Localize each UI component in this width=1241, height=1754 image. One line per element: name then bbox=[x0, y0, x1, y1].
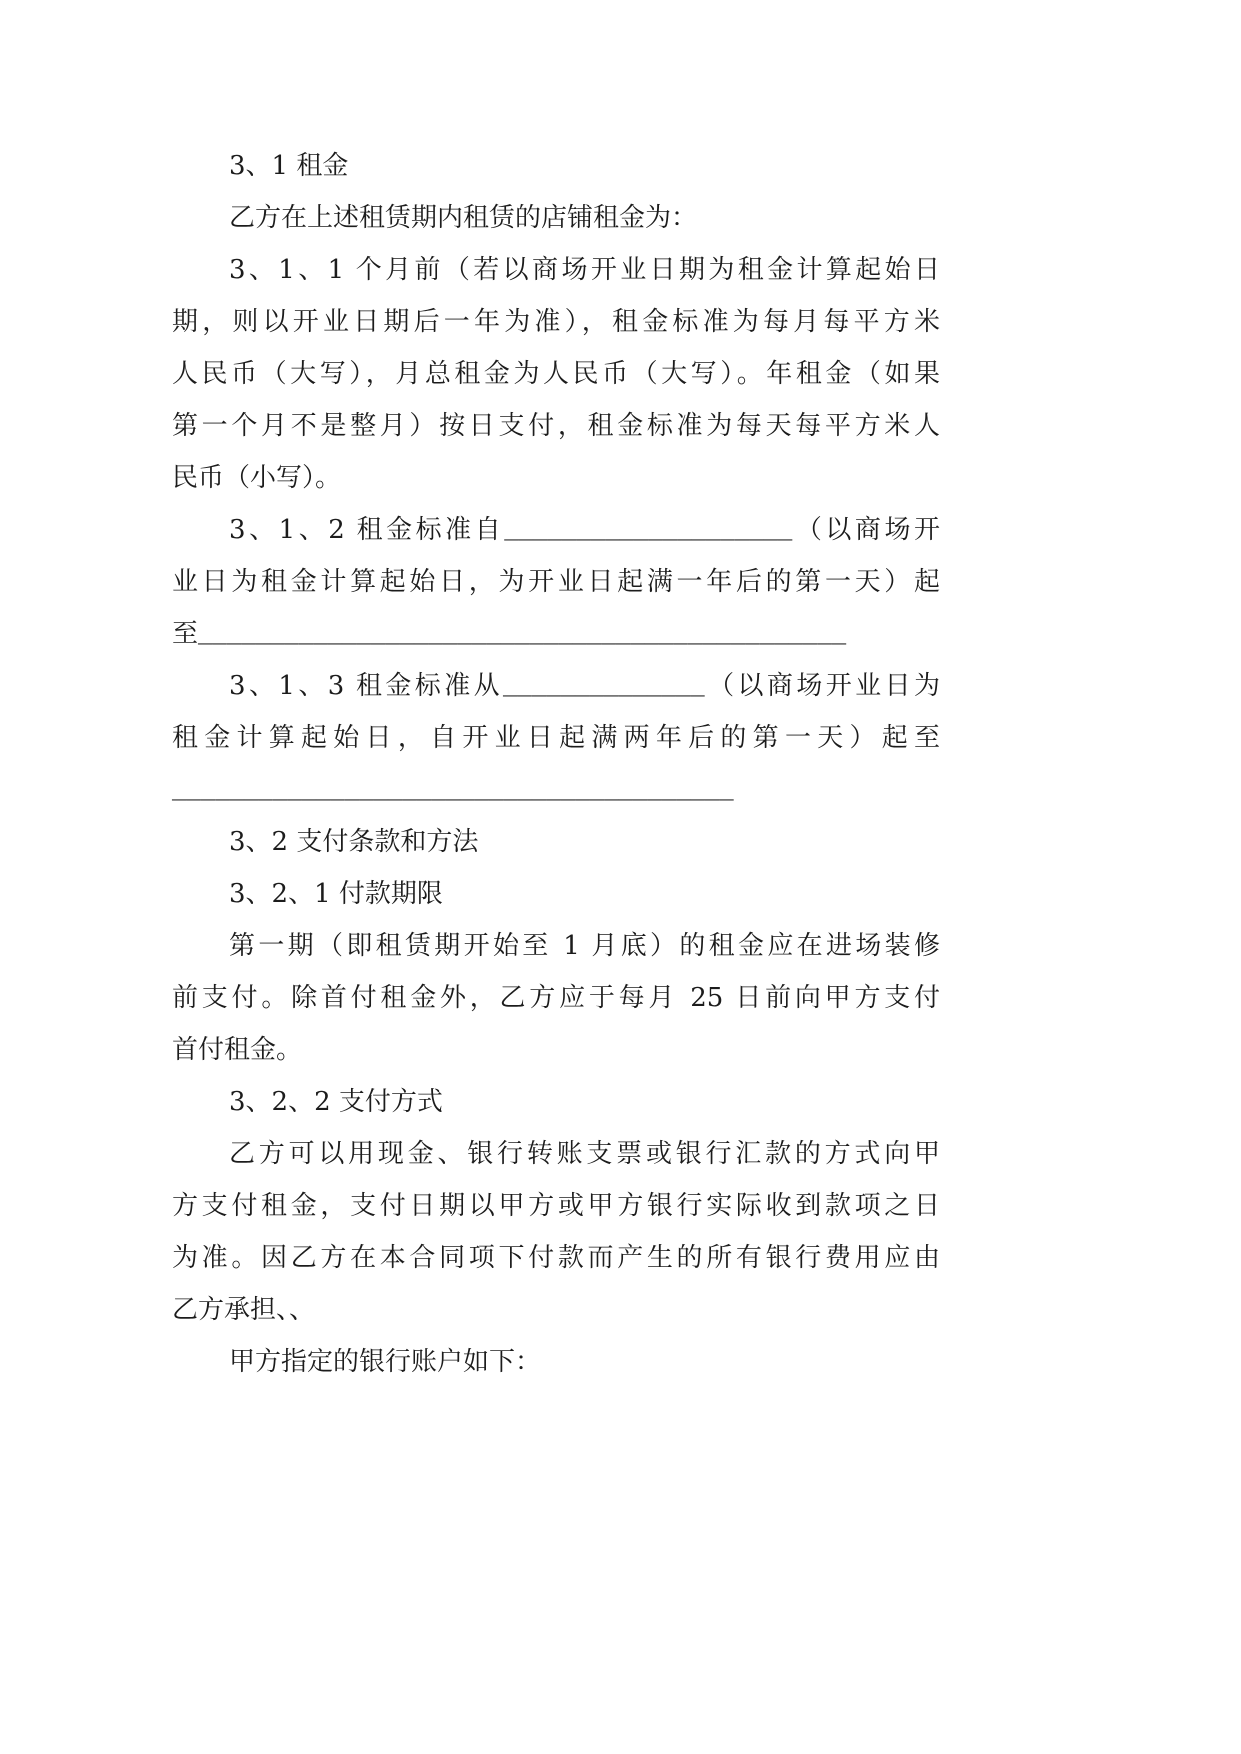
clause-3-2-2-heading bbox=[172, 1076, 940, 1128]
text-line: 首付租金。 bbox=[172, 1035, 303, 1065]
section-3-1-heading bbox=[172, 140, 940, 192]
rent-intro-paragraph bbox=[172, 192, 940, 244]
text-segment: 3、1、2 租金标准自 bbox=[229, 515, 505, 545]
text-segment: 至 bbox=[172, 619, 199, 649]
fill-in-blank: _______________________________________ bbox=[172, 779, 734, 806]
text-line: 3、2 支付条款和方法 bbox=[229, 827, 479, 857]
text-line: 3、1 租金 bbox=[229, 151, 349, 181]
text-line: 乙方在上述租赁期内租赁的店铺租金为： bbox=[229, 203, 698, 233]
text-segment: （以商场开 bbox=[792, 515, 940, 545]
fill-in-blank: _____________________________________________ bbox=[198, 623, 847, 650]
text-line: 甲方指定的银行账户如下： bbox=[229, 1347, 542, 1377]
text-line: 方支付租金，支付日期以甲方或甲方银行实际收到款项之日 bbox=[172, 1191, 940, 1221]
text-line bbox=[172, 608, 940, 660]
text-line: 乙方可以用现金、银行转账支票或银行汇款的方式向甲 bbox=[229, 1139, 940, 1169]
text-line: 人民币（大写），月总租金为人民币（大写）。年租金（如果 bbox=[172, 359, 940, 389]
clause-3-1-3-paragraph bbox=[172, 660, 940, 816]
clause-3-1-2-paragraph bbox=[172, 504, 940, 660]
text-segment: 3、1、3 租金标准从 bbox=[229, 671, 504, 701]
document-page bbox=[172, 140, 940, 1388]
section-3-2-heading bbox=[172, 816, 940, 868]
text-line: 3、2、2 支付方式 bbox=[229, 1087, 443, 1117]
fill-in-blank: ____________________ bbox=[504, 519, 793, 546]
text-segment: （以商场开业日为 bbox=[704, 671, 940, 701]
text-line: 为准。因乙方在本合同项下付款而产生的所有银行费用应由 bbox=[172, 1243, 940, 1273]
payment-method-paragraph bbox=[172, 1128, 940, 1336]
clause-3-2-1-heading bbox=[172, 868, 940, 920]
text-line bbox=[172, 764, 940, 816]
text-line: 租金计算起始日，自开业日起满两年后的第一天）起至 bbox=[172, 723, 940, 753]
text-line: 期，则以开业日期后一年为准），租金标准为每月每平方米 bbox=[172, 307, 940, 337]
text-line: 3、2、1 付款期限 bbox=[229, 879, 443, 909]
text-line: 第一期（即租赁期开始至 1 月底）的租金应在进场装修 bbox=[229, 931, 940, 961]
bank-account-paragraph bbox=[172, 1336, 940, 1388]
clause-3-1-1-paragraph bbox=[172, 244, 940, 504]
fill-in-blank: ______________ bbox=[503, 675, 705, 702]
text-line: 3、1、1 个月前（若以商场开业日期为租金计算起始日 bbox=[229, 255, 940, 285]
text-line: 民币（小写）。 bbox=[172, 463, 342, 493]
text-line: 乙方承担、、 bbox=[172, 1295, 316, 1325]
text-line: 前支付。除首付租金外，乙方应于每月 25 日前向甲方支付 bbox=[172, 983, 940, 1013]
text-line bbox=[172, 504, 940, 556]
text-line: 业日为租金计算起始日，为开业日起满一年后的第一天）起 bbox=[172, 567, 940, 597]
text-line bbox=[172, 660, 940, 712]
first-payment-paragraph bbox=[172, 920, 940, 1076]
text-line: 第一个月不是整月）按日支付，租金标准为每天每平方米人 bbox=[172, 411, 940, 441]
